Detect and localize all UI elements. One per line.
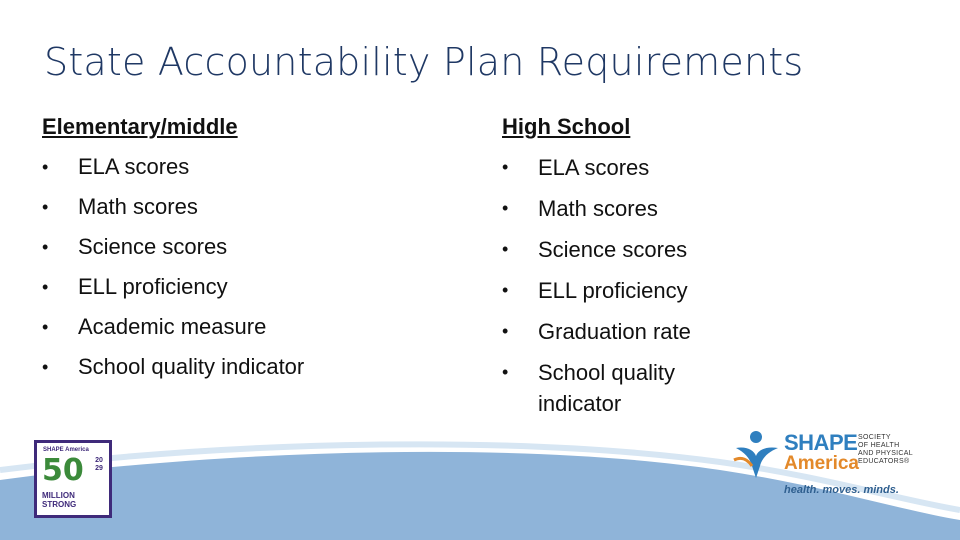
bullet-icon: • xyxy=(42,277,49,297)
list-item xyxy=(42,312,462,342)
bullet-icon: • xyxy=(502,157,509,177)
fifty-million-strong-badge xyxy=(34,440,112,518)
list-item xyxy=(42,352,462,382)
elementary-middle-column xyxy=(42,114,462,392)
bullet-icon: • xyxy=(42,157,49,177)
list-item-text: ELL proficiency xyxy=(538,278,688,303)
high-school-heading: High School xyxy=(502,114,631,139)
logo-society-text xyxy=(858,434,913,466)
bullet-icon: • xyxy=(42,237,49,257)
bullet-icon: • xyxy=(502,362,509,382)
bullet-icon: • xyxy=(502,321,509,341)
elementary-middle-list xyxy=(42,152,462,382)
slide-title: State Accountability Plan Requirements xyxy=(44,40,804,84)
list-item-text: ELA scores xyxy=(538,155,650,180)
list-item-text: Science scores xyxy=(538,237,688,262)
list-item-text: Science scores xyxy=(78,234,228,259)
list-item-text: ELL proficiency xyxy=(78,274,228,299)
shape-america-figure-icon xyxy=(732,430,782,480)
bullet-icon: • xyxy=(42,357,49,377)
bullet-icon: • xyxy=(42,317,49,337)
shape-america-logo xyxy=(732,430,932,500)
badge-brand: SHAPE America xyxy=(43,447,89,453)
list-item-text: School quality indicator xyxy=(78,354,305,379)
badge-caption-line-2: STRONG xyxy=(42,500,77,509)
badge-year: 2029 xyxy=(95,457,103,472)
list-item xyxy=(42,272,462,302)
logo-shape-text: SHAPE xyxy=(784,430,858,455)
bullet-icon: • xyxy=(502,280,509,300)
list-item-text: School quality indicator xyxy=(538,360,675,416)
bullet-icon: • xyxy=(502,239,509,259)
list-item xyxy=(502,234,762,265)
high-school-column xyxy=(502,114,762,429)
list-item xyxy=(502,275,762,306)
list-item-text: ELA scores xyxy=(78,154,190,179)
society-line-4: EDUCATORS® xyxy=(858,458,910,465)
list-item xyxy=(42,152,462,182)
list-item xyxy=(42,192,462,222)
list-item xyxy=(502,152,762,183)
list-item-text: Graduation rate xyxy=(538,319,691,344)
society-line-3: AND PHYSICAL xyxy=(858,450,913,457)
badge-caption xyxy=(42,491,76,509)
logo-america-text: America xyxy=(784,453,859,474)
logo-tagline: health. moves. minds. xyxy=(784,484,899,496)
society-line-2: OF HEALTH xyxy=(858,442,900,449)
bullet-icon: • xyxy=(42,197,49,217)
society-line-1: SOCIETY xyxy=(858,434,891,441)
list-item-text: Math scores xyxy=(78,194,198,219)
bullet-icon: • xyxy=(502,198,509,218)
list-item-text: Math scores xyxy=(538,196,658,221)
high-school-list xyxy=(502,152,762,419)
list-item xyxy=(502,316,762,347)
elementary-middle-heading: Elementary/middle xyxy=(42,114,238,139)
badge-number: 50 xyxy=(42,453,84,488)
badge-caption-line-1: MILLION xyxy=(42,491,75,500)
list-item xyxy=(42,232,462,262)
list-item xyxy=(502,193,762,224)
list-item-text: Academic measure xyxy=(78,314,267,339)
